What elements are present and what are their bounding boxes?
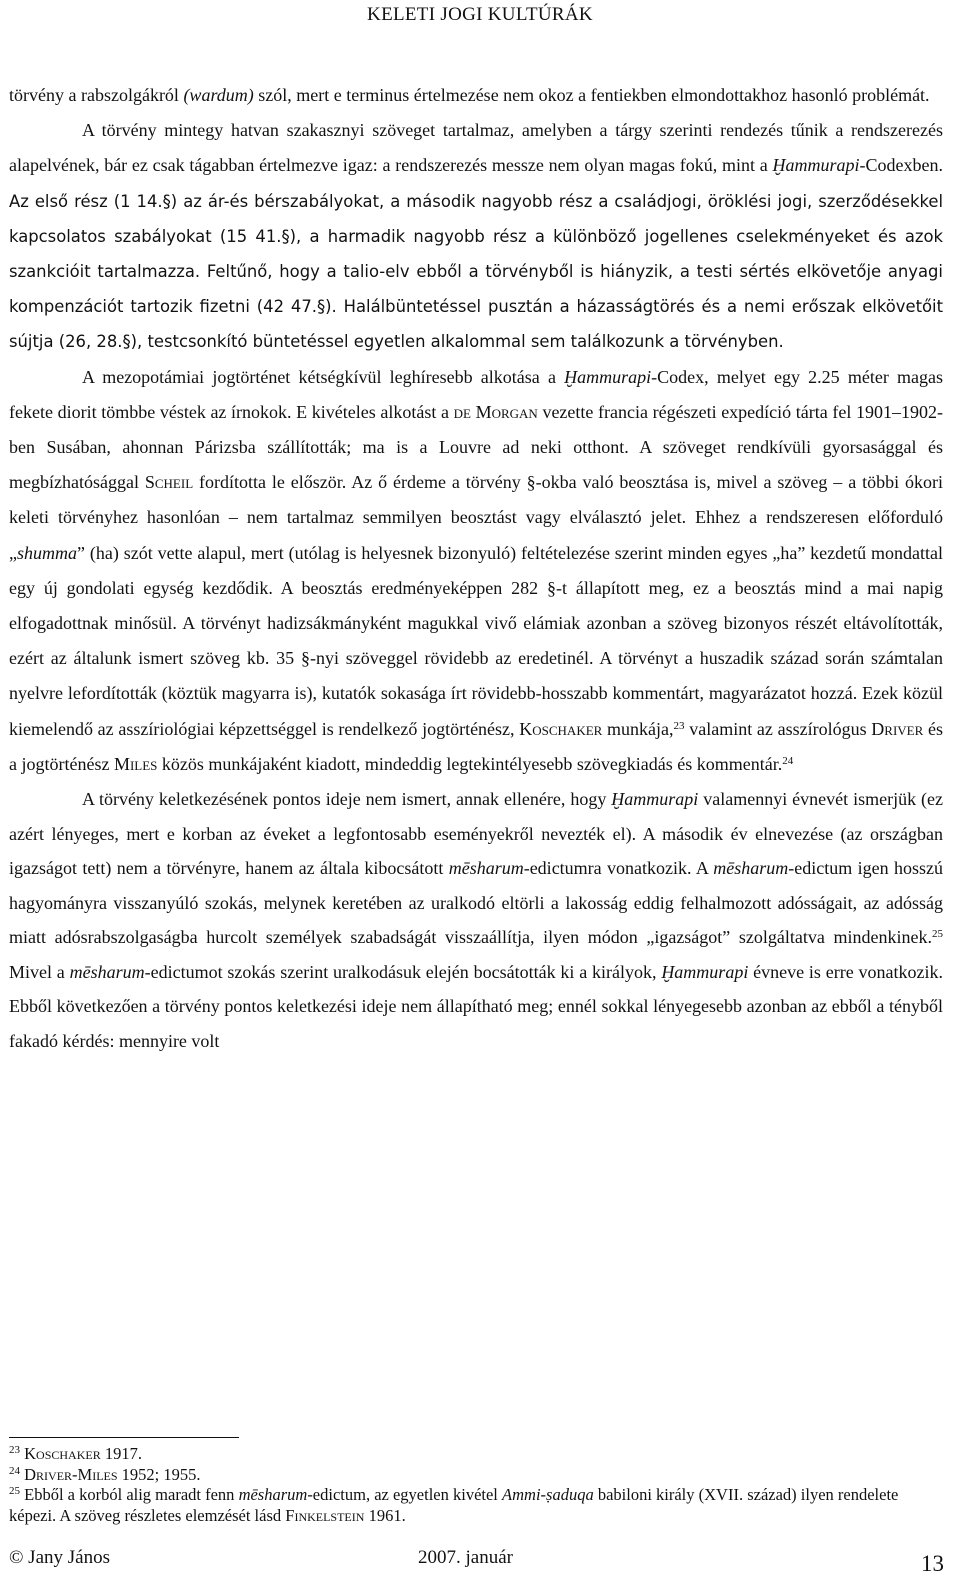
italic-name: Ḫammurapi bbox=[661, 961, 749, 982]
text: törvény a rabszolgákról bbox=[9, 85, 184, 105]
italic-term: mēsharum bbox=[238, 1485, 308, 1504]
footnote-ref-25[interactable]: 25 bbox=[932, 928, 943, 941]
text: A törvény keletkezésének pontos ideje nem ismert, annak ellenére, hogy bbox=[82, 789, 612, 810]
text: közös munkájaként kiadott, mindeddig legtekintélyesebb szövegkiadás és kommentár. bbox=[157, 753, 783, 774]
text: ” (ha) szót vette alapul, mert (utólag is helyesnek bizonyuló) feltételezése szerint minden egyes „ha” kezdetű mondattal egy új gondolati egység kezdődik. A beosztás eredményeképpen 282 §-t állapított meg, ez a beosztás mind a mai napig elfogadottnak minősül. A törvényt hadizsákmányként magukkal vivő elámiak azonban a szöveg bizonyos részét eltávolították, ezért az általunk ismert szöveg kb. 35 §-nyi szöveggel rövidebb az eredetinél. A törvényt a huszadik század során számtalan nyelvre lefordították (köztük magyarra is), kutatók sokasága írt rövidebb-hosszabb kommentárt, magyarázatot hozzá. Ezek közül kiemelendő az asszíriológiai képzettséggel is rendelkező jogtörténész, bbox=[9, 542, 943, 739]
text: Ebből a korból alig maradt fenn bbox=[20, 1485, 239, 1504]
text: -Codex, melyet egy 2.25 méter magas fekete diorit tömbbe véstek az írnokok. E kivételes alkotást a bbox=[9, 366, 943, 422]
text: 1952; 1955. bbox=[117, 1464, 201, 1484]
text: vezette francia régészeti expedíció tárta fel 1901–1902-ben Susában, ahonnan Párizsba szállították; ma is a Louvre ad neki otthont. A szöveget rendkívüli gyorsasággal és megbízhatósággal bbox=[9, 401, 943, 493]
text: -edictumot szokás szerint uralkodásuk elején bocsátották ki a királyok, bbox=[144, 961, 662, 982]
footnote-divider bbox=[9, 1437, 239, 1438]
footnotes bbox=[9, 1444, 943, 1526]
italic-term: (wardum) bbox=[183, 85, 254, 105]
footnote-ref-23[interactable]: 23 bbox=[673, 719, 685, 732]
running-header: KELETI JOGI KULTÚRÁK bbox=[367, 4, 593, 25]
text: -edictumra vonatkozik. A bbox=[523, 858, 714, 879]
footnote-23 bbox=[9, 1444, 943, 1465]
italic-term: mēsharum bbox=[713, 858, 789, 879]
footnote-ref-24[interactable]: 24 bbox=[782, 754, 794, 767]
italic-name: Ḫammurapi bbox=[611, 789, 699, 810]
text: valamint az asszírológus bbox=[684, 718, 872, 739]
text: A mezopotámiai jogtörténet kétségkívül leghíresebb alkotása a bbox=[82, 366, 565, 387]
author-name: Driver-Miles bbox=[24, 1464, 118, 1484]
footnote-number: 23 bbox=[9, 1444, 20, 1456]
text: munkája, bbox=[602, 718, 674, 739]
author-name: Driver bbox=[871, 718, 924, 739]
text: -Codexben. bbox=[859, 155, 943, 176]
footer-author: © Jany János bbox=[9, 1547, 110, 1568]
author-name: Finkelstein bbox=[285, 1505, 365, 1525]
footnote-24 bbox=[9, 1465, 943, 1486]
footnote-number: 25 bbox=[9, 1485, 20, 1497]
main-text bbox=[9, 78, 943, 1058]
text: babiloni király (XVII. század) ilyen rendelete képezi. A szöveg részletes elemzését lásd bbox=[9, 1485, 899, 1525]
text: évneve is erre vonatkozik. Ebből következően a törvény pontos keletkezési ideje nem állapítható meg; ennél sokkal lényegesebb azonban az ebből a tényből fakadó kérdés: mennyire volt bbox=[9, 961, 944, 1051]
author-name: Miles bbox=[113, 753, 158, 774]
author-name: Koschaker bbox=[519, 718, 603, 739]
page-number: 13 bbox=[921, 1551, 944, 1576]
footnote-25 bbox=[9, 1485, 943, 1526]
paragraph-1 bbox=[9, 78, 943, 113]
footer-date: 2007. január bbox=[418, 1547, 513, 1568]
text: fordította le először. Az ő érdeme a törvény §-okba való beosztása is, mivel a szöveg – a többi ókori keleti törvényhez hasonlóan – nem tartalmaz semmilyen beosztást vagy elválasztó jelet. Ehhez a rendszeresen előforduló „ bbox=[9, 472, 943, 563]
footnote-number: 24 bbox=[9, 1464, 20, 1477]
text: -edictum, az egyetlen kivétel bbox=[307, 1485, 503, 1504]
page-footer bbox=[0, 1543, 960, 1583]
text: 1961. bbox=[364, 1505, 406, 1525]
paragraph-4 bbox=[9, 782, 943, 1058]
text: 1917. bbox=[100, 1444, 142, 1463]
text: és a jogtörténész bbox=[9, 718, 943, 774]
text: szól, mert e terminus értelmezése nem okoz a fentiekben elmondottakhoz hasonló problémát. bbox=[253, 85, 930, 105]
text: valamennyi évnevét ismerjük (ez azért lényeges, mert e korban az éveket a legfontosabb eseményekről nevezték el). A második év elnevezése (az országban igazságot tett) nem a törvényre, hanem az általa kibocsátott bbox=[9, 789, 944, 879]
text: -edictum igen hosszú hagyományra visszanyúló szokás, melynek keretében az uralkodó eltörli a lakosság eddig felhalmozott adósságait, az adósság miatt adósrabszolgaságba hurcolt személyek szabadságát visszaállítja, ilyen módon „igazságot” szolgáltatva mindenkinek. bbox=[9, 858, 943, 948]
italic-term: shumma bbox=[17, 542, 78, 563]
italic-name: Ammi-ṣaduqa bbox=[502, 1485, 594, 1504]
italic-name: Ḫammurapi bbox=[564, 366, 652, 387]
author-name: de Morgan bbox=[453, 401, 538, 422]
author-name: Scheil bbox=[144, 472, 194, 493]
text-sans: Az első rész (1 14.§) az ár-és bérszabályokat, a második nagyobb rész a családjogi, öröklési jogi, szerződésekkel kapcsolatos szabályokat (15 41.§), a harmadik nagyobb rész a különböző jogellenes cselekményeket és azok szankcióit tartalmazza. Feltűnő, hogy a talio-elv ebből a törvényből is hiányzik, a testi sértés elkövetője anyagi kompenzációt tartozik fizetni (42 47.§). Halálbüntetéssel pusztán a házasságtörés és a nemi erőszak elkövetőit sújtja (26, 28.§), testcsonkító büntetéssel egyetlen alkalommal sem találkozunk a törvényben. bbox=[9, 191, 943, 352]
italic-term: mēsharum bbox=[448, 858, 524, 879]
text: A törvény mintegy hatvan szakasznyi szöveget tartalmaz, amelyben a tárgy szerinti rendezés tűnik a rendszerezés alapelvének, bár ez csak tágabban értelmezve igaz: a rendszerezés messze nem olyan magas fokú, mint a bbox=[9, 120, 943, 176]
paragraph-2 bbox=[9, 113, 943, 359]
author-name: Koschaker bbox=[24, 1444, 101, 1463]
italic-term: mēsharum bbox=[69, 961, 145, 982]
italic-name: Ḫammurapi bbox=[772, 155, 860, 176]
text: Mivel a bbox=[9, 961, 70, 982]
paragraph-3 bbox=[9, 360, 943, 782]
